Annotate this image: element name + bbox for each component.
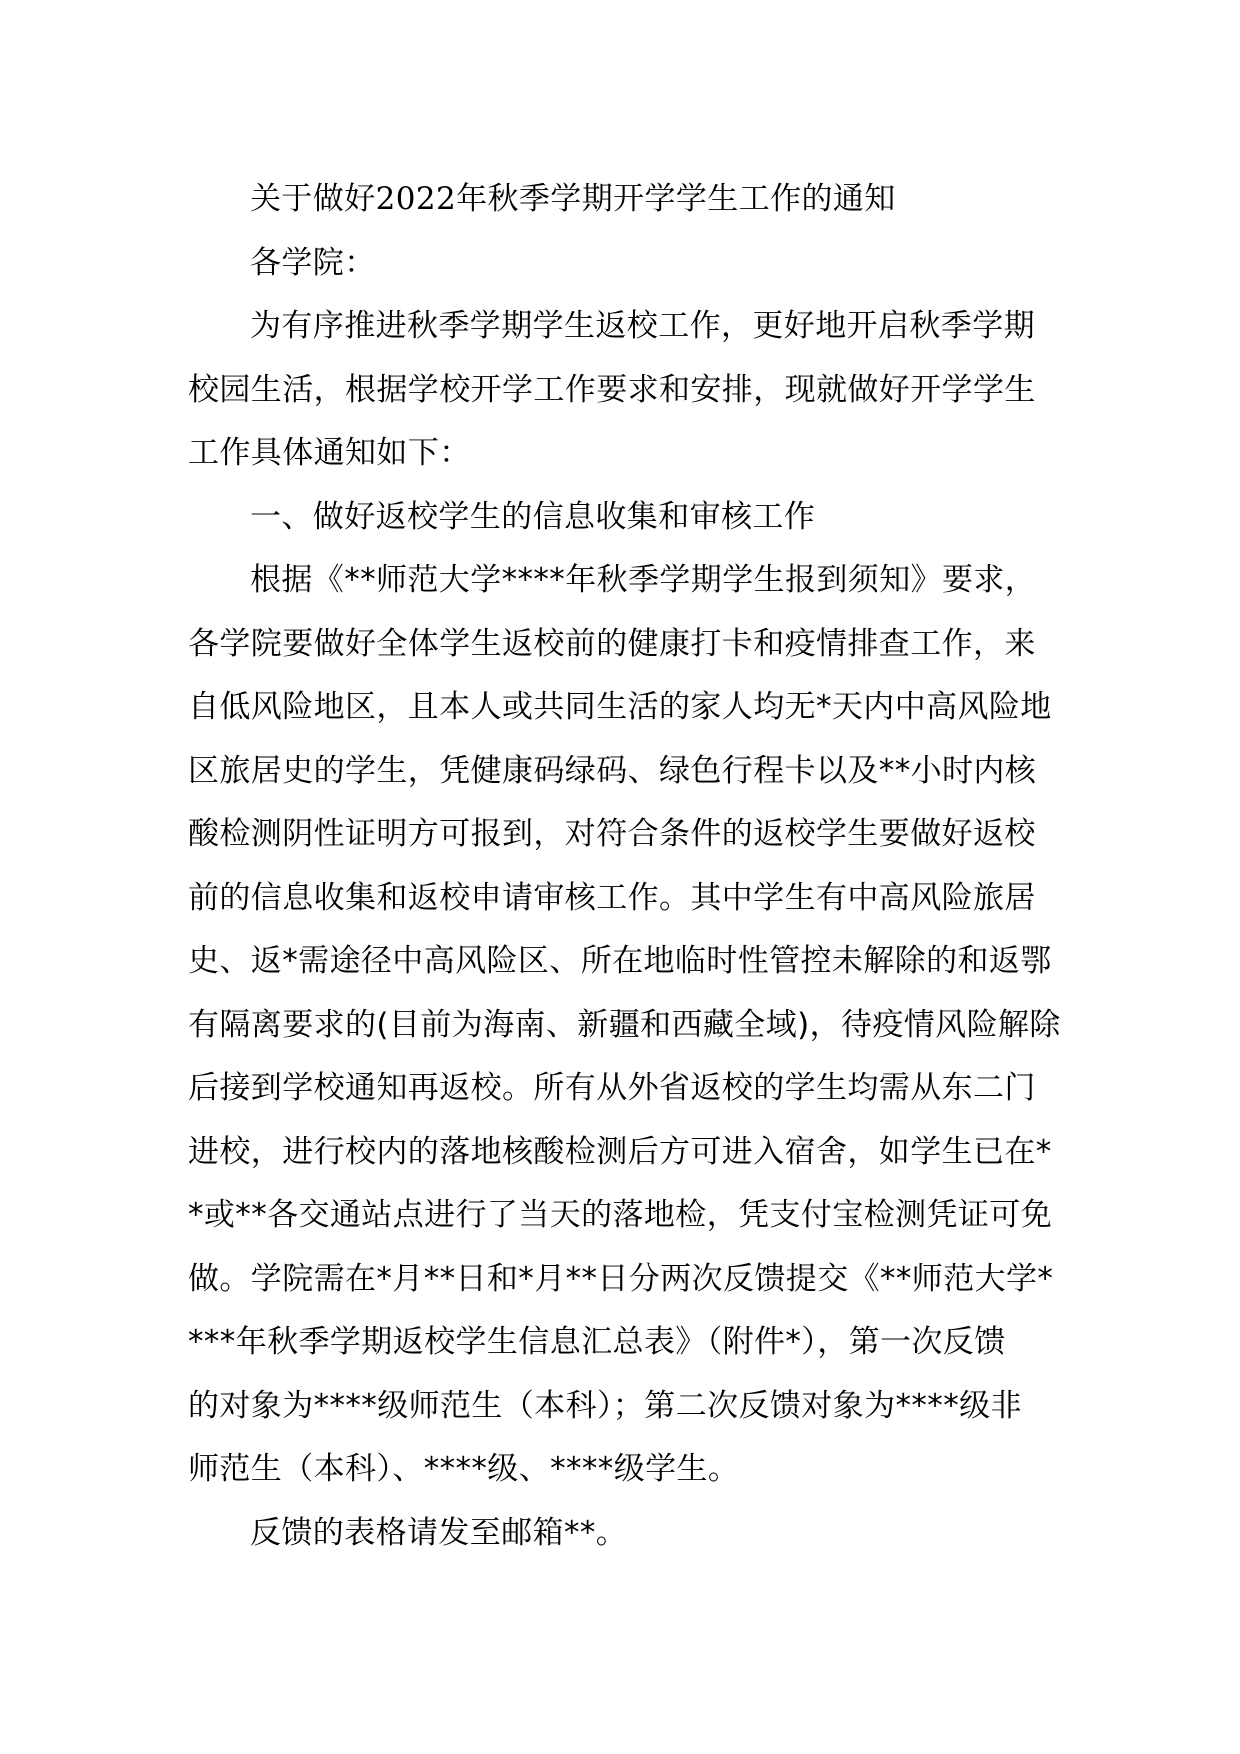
document-body [188,168,1061,1565]
paragraph-line: 工作具体通知如下： [188,435,471,471]
salutation: 各学院： [250,244,376,281]
paragraph-line: 师范生（本科）、****级、****级学生。 [188,1451,740,1487]
paragraph-line: 酸检测阴性证明方可报到，对符合条件的返校学生要做好返校 [188,816,1036,852]
paragraph-line: 各学院要做好全体学生返校前的健康打卡和疫情排查工作，来 [188,625,1036,662]
paragraph-line: 根据《**师范大学****年秋季学期学生报到须知》要求， [250,562,1037,598]
paragraph-line: 做。学院需在*月**日和*月**日分两次反馈提交《**师范大学* [188,1260,1054,1297]
paragraph-line: 前的信息收集和返校申请审核工作。其中学生有中高风险旅居 [188,879,1036,916]
paragraph-line: 的对象为****级师范生（本科）；第二次反馈对象为****级非 [188,1387,1022,1424]
paragraph-line: ***年秋季学期返校学生信息汇总表》（附件*），第一次反馈 [188,1324,1006,1360]
document-title: 关于做好2022年秋季学期开学学生工作的通知 [250,181,896,217]
paragraph-line: 进校，进行校内的落地核酸检测后方可进入宿舍，如学生已在* [188,1133,1052,1170]
paragraph-line: 校园生活，根据学校开学工作要求和安排，现就做好开学学生 [188,371,1036,408]
paragraph-line: 区旅居史的学生，凭健康码绿码、绿色行程卡以及**小时内核 [188,752,1037,789]
section-heading: 一、做好返校学生的信息收集和审核工作 [250,498,816,535]
paragraph-line: 自低风险地区，且本人或共同生活的家人均无*天内中高风险地 [188,689,1052,725]
paragraph-line: 为有序推进秋季学期学生返校工作，更好地开启秋季学期 [250,308,1035,344]
paragraph-line: 史、返*需途径中高风险区、所在地临时性管控未解除的和返鄂 [188,943,1052,979]
paragraph-line: *或**各交通站点进行了当天的落地检，凭支付宝检测凭证可免 [188,1197,1053,1233]
paragraph-line: 后接到学校通知再返校。所有从外省返校的学生均需从东二门 [188,1070,1036,1106]
paragraph-line: 有隔离要求的(目前为海南、新疆和西藏全域)，待疫情风险解除 [188,1006,1061,1043]
closing-line: 反馈的表格请发至邮箱**。 [250,1514,628,1551]
